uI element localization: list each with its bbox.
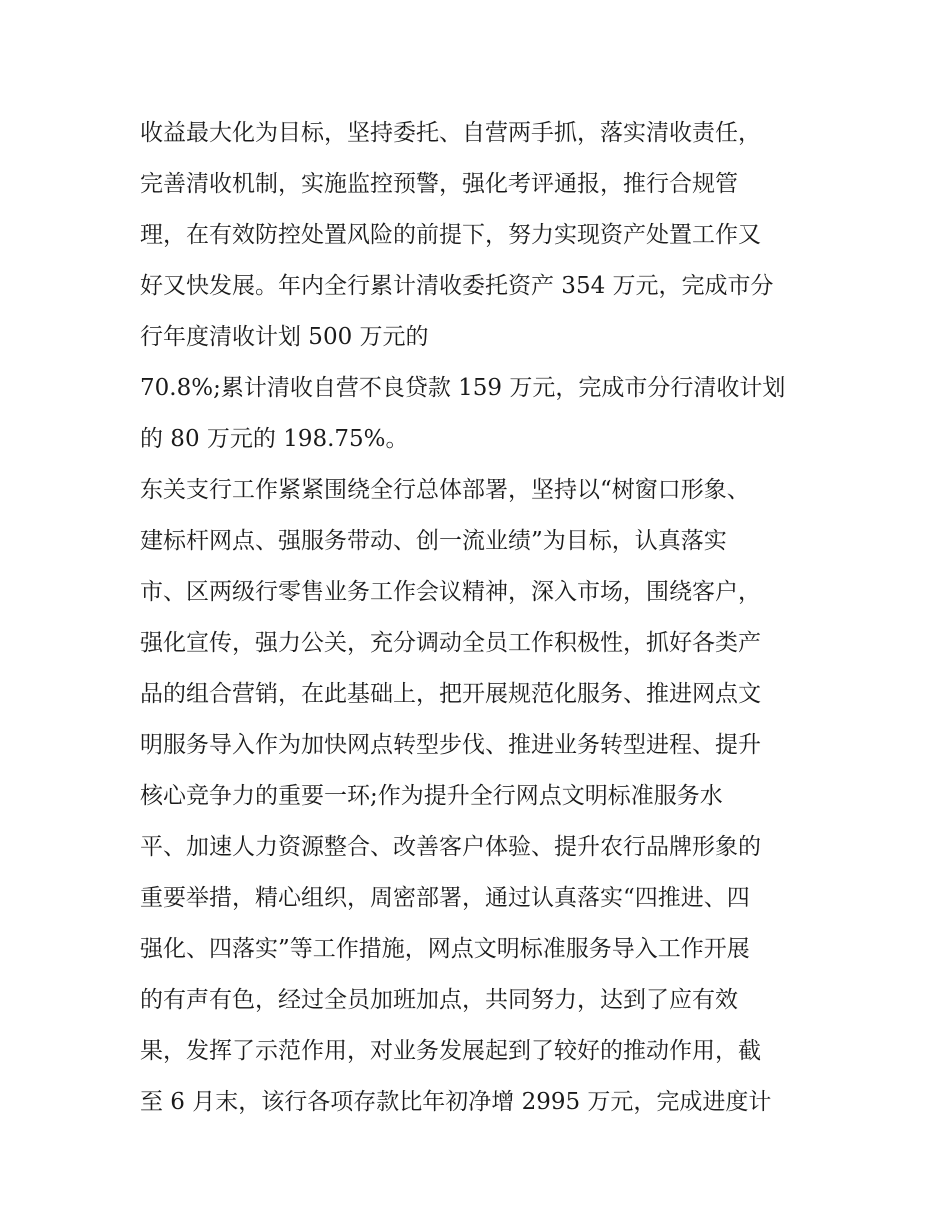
text-line: 平、加速人力资源整合、改善客户体验、提升农行品牌形象的 xyxy=(140,834,761,860)
text-line: 好又快发展。年内全行累计清收委托资产 354 万元，完成市分 xyxy=(140,273,774,299)
text-line: 行年度清收计划 500 万元的 xyxy=(140,324,429,350)
body-text xyxy=(140,108,830,1128)
text-line: 强化宣传，强力公关，充分调动全员工作积极性，抓好各类产 xyxy=(140,630,761,656)
text-line: 市、区两级行零售业务工作会议精神，深入市场，围绕客户， xyxy=(140,579,761,605)
text-line: 明服务导入作为加快网点转型步伐、推进业务转型进程、提升 xyxy=(140,732,761,758)
text-line: 强化、四落实”等工作措施，网点文明标准服务导入工作开展 xyxy=(140,936,750,962)
text-line: 建标杆网点、强服务带动、创一流业绩”为目标，认真落实 xyxy=(140,528,727,554)
text-line: 东关支行工作紧紧围绕全行总体部署，坚持以“树窗口形象、 xyxy=(140,477,750,503)
text-line: 的有声有色，经过全员加班加点，共同努力，达到了应有效 xyxy=(140,987,738,1013)
text-line: 至 6 月末，该行各项存款比年初净增 2995 万元，完成进度计 xyxy=(140,1089,772,1115)
text-line: 品的组合营销，在此基础上，把开展规范化服务、推进网点文 xyxy=(140,681,761,707)
text-line: 70.8%;累计清收自营不良贷款 159 万元，完成市分行清收计划 xyxy=(140,375,786,401)
text-line: 完善清收机制，实施监控预警，强化考评通报，推行合规管 xyxy=(140,171,738,197)
text-line: 果，发挥了示范作用，对业务发展起到了较好的推动作用，截 xyxy=(140,1038,761,1064)
text-line: 重要举措，精心组织，周密部署，通过认真落实“四推进、四 xyxy=(140,885,750,911)
text-line: 理，在有效防控处置风险的前提下，努力实现资产处置工作又 xyxy=(140,222,761,248)
text-line: 收益最大化为目标，坚持委托、自营两手抓，落实清收责任， xyxy=(140,120,761,146)
text-line: 的 80 万元的 198.75%。 xyxy=(140,426,409,452)
text-line: 核心竞争力的重要一环;作为提升全行网点文明标准服务水 xyxy=(140,783,723,809)
